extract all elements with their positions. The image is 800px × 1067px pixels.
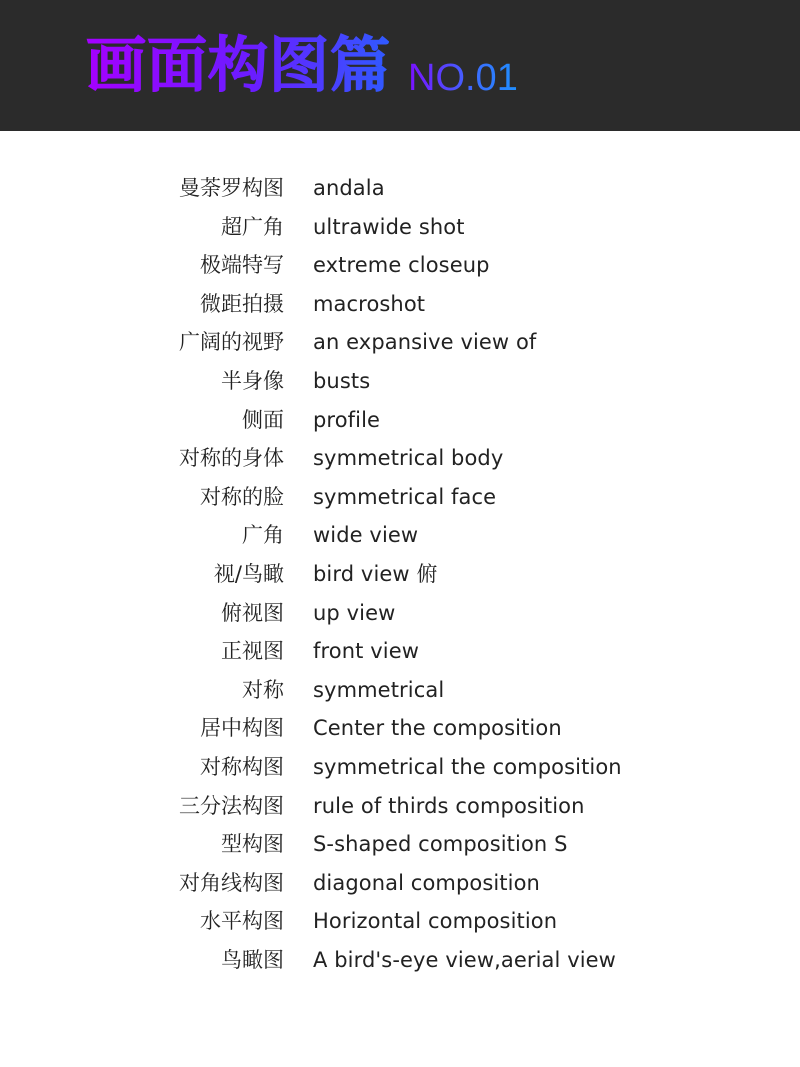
term-english: symmetrical <box>313 677 445 702</box>
term-chinese: 型构图 <box>221 832 284 857</box>
term-chinese: 半身像 <box>221 368 284 393</box>
term-english: A bird's-eye view,aerial view <box>313 947 616 972</box>
term-row <box>0 825 800 864</box>
term-list <box>0 169 800 979</box>
term-row <box>0 864 800 903</box>
term-english: symmetrical the composition <box>313 754 622 779</box>
term-chinese: 对称 <box>242 677 284 702</box>
term-chinese: 侧面 <box>242 407 284 432</box>
term-chinese: 居中构图 <box>200 716 284 741</box>
term-row <box>0 709 800 748</box>
term-english: S-shaped composition S <box>313 832 568 857</box>
term-row <box>0 208 800 247</box>
page-subtitle: NO.01 <box>408 52 518 104</box>
term-chinese: 俯视图 <box>221 600 284 625</box>
term-english: extreme closeup <box>313 253 490 278</box>
term-row <box>0 478 800 517</box>
term-chinese: 对称构图 <box>200 754 284 779</box>
term-english: wide view <box>313 523 419 548</box>
term-chinese: 三分法构图 <box>179 793 284 818</box>
term-chinese: 曼荼罗构图 <box>179 176 284 200</box>
term-chinese: 视/鸟瞰 <box>213 561 284 586</box>
term-chinese: 正视图 <box>221 639 284 664</box>
term-english: profile <box>313 407 381 432</box>
term-chinese: 水平构图 <box>200 909 284 934</box>
term-row <box>0 401 800 440</box>
term-english: Center the composition <box>313 716 562 741</box>
term-chinese: 鸟瞰图 <box>221 947 284 972</box>
page-title: 画面构图篇 <box>86 31 391 101</box>
term-row <box>0 632 800 671</box>
term-row <box>0 323 800 362</box>
term-english: macroshot <box>313 291 426 316</box>
term-chinese: 对称的身体 <box>179 446 284 471</box>
term-chinese: 对称的脸 <box>200 484 284 509</box>
term-english: an expansive view of <box>313 330 537 355</box>
term-english: bird view 俯 <box>313 561 438 586</box>
term-english: andala <box>313 176 385 200</box>
term-row <box>0 671 800 710</box>
term-row <box>0 285 800 324</box>
term-row <box>0 516 800 555</box>
term-english: rule of thirds composition <box>313 793 585 818</box>
term-chinese: 微距拍摄 <box>200 291 284 316</box>
term-english: Horizontal composition <box>313 909 558 934</box>
term-row <box>0 787 800 826</box>
term-row <box>0 439 800 478</box>
term-english: up view <box>313 600 396 625</box>
term-english: busts <box>313 368 371 393</box>
header-banner <box>0 0 800 131</box>
term-english: symmetrical body <box>313 446 504 471</box>
term-row <box>0 169 800 208</box>
term-row <box>0 748 800 787</box>
term-english: diagonal composition <box>313 870 540 895</box>
term-row <box>0 362 800 401</box>
term-row <box>0 246 800 285</box>
term-english: symmetrical face <box>313 484 497 509</box>
term-chinese: 广阔的视野 <box>179 330 284 355</box>
term-row <box>0 941 800 980</box>
term-chinese: 对角线构图 <box>179 870 284 895</box>
term-chinese: 极端特写 <box>200 253 284 278</box>
term-row <box>0 555 800 594</box>
term-row <box>0 902 800 941</box>
term-english: front view <box>313 639 419 664</box>
term-chinese: 超广角 <box>221 214 284 239</box>
term-chinese: 广角 <box>242 523 284 548</box>
term-english: ultrawide shot <box>313 214 465 239</box>
term-row <box>0 594 800 633</box>
